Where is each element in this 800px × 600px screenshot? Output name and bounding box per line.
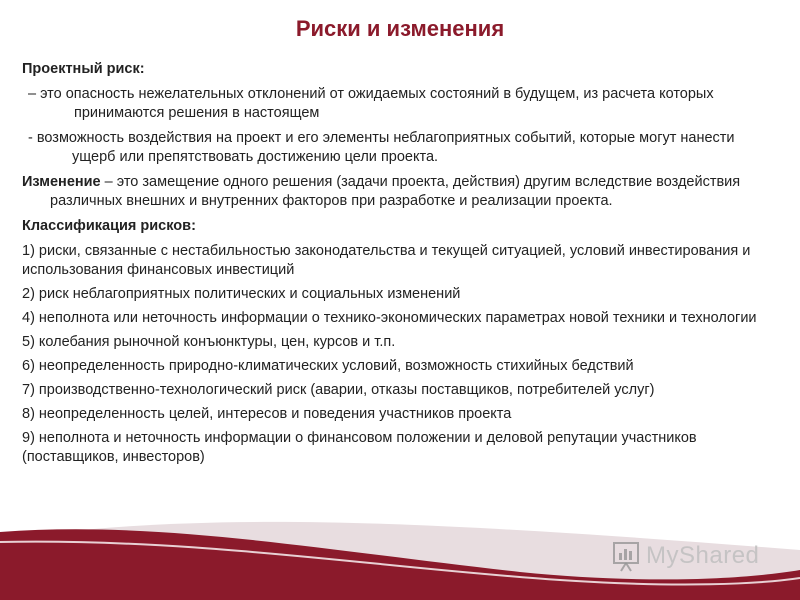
change-definition [22,173,778,211]
classification-item: 8) неопределенность целей, интересов и поведения участников проекта [22,406,512,422]
classification-item: 9) неполнота и неточность информации о финансовом положении и деловой репутации участников (поставщиков, инвесторов) [22,430,697,465]
chart-logo-icon [612,540,642,572]
project-risk-heading: Проектный риск: [22,61,145,77]
project-risk-definition-2: - возможность воздействия на проект и его элементы неблагоприятных событий, которые могут нанести ущерб или препятствовать достижению цели проекта. [28,130,735,165]
slide-content [22,60,778,472]
classification-heading: Классификация рисков: [22,218,196,234]
change-definition-text: – это замещение одного решения (задачи проекта, действия) другим вследствие воздействия различных внешних и внутренних факторов при разработке и реализации проекта. [50,174,741,209]
project-risk-definition-1: – это опасность нежелательных отклонений от ожидаемых состояний в будущем, из расчета которых принимаются решения в настоящем [28,86,714,121]
classification-item: 4) неполнота или неточность информации о технико-экономических параметрах новой техники и технологии [22,310,757,326]
watermark [612,538,759,574]
classification-item: 1) риски, связанные с нестабильностью законодательства и текущей ситуацией, условий инвестирования и использования финансовых инвестиций [22,243,751,278]
watermark-text: MyShared [646,542,760,569]
slide-title: Риски и изменения [295,16,505,41]
change-term: Изменение [22,174,101,190]
classification-item: 5) колебания рыночной конъюнктуры, цен, курсов и т.п. [22,334,396,350]
classification-item: 7) производственно-технологический риск (аварии, отказы поставщиков, потребителей услуг) [22,382,655,398]
classification-item: 2) риск неблагоприятных политических и социальных изменений [22,286,461,302]
classification-item: 6) неопределенность природно-климатических условий, возможность стихийных бедствий [22,358,634,374]
